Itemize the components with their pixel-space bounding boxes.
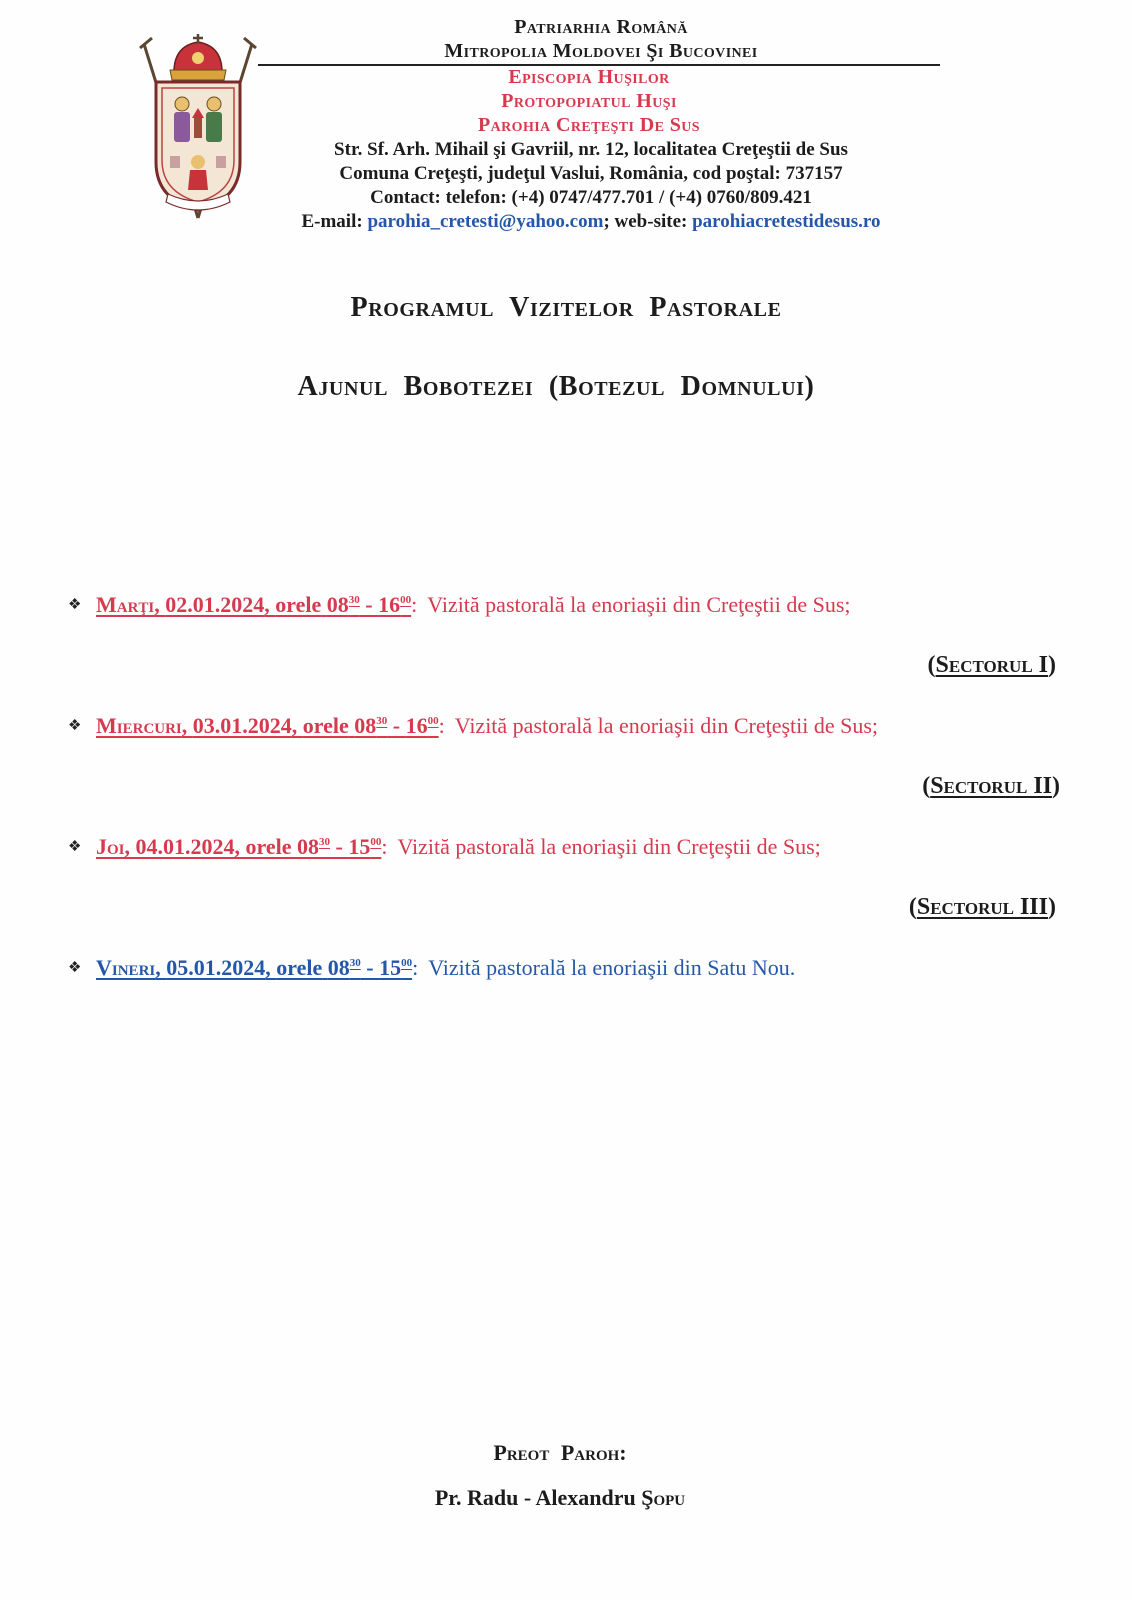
signature-surname: Şopu [641,1485,686,1510]
sector-label: (Sectorul III) [908,894,1056,920]
end-minute: 00 [401,957,413,969]
header-parish: Parohia Creţeşti De Sus [478,114,700,136]
visit-day: Joi [96,834,125,859]
visit-hours-prefix: orele [276,955,323,980]
sector-name: Sectorul I [935,652,1048,678]
header-metropolis: Mitropolia Moldovei Şi Bucovinei [444,40,758,62]
visit-item: ❖ Marţi, 02.01.2024, orele $08^{30} - 16^{00}$: Vizită pastorală la enoriaşii din Creţeştii de Sus; [68,592,851,617]
sector-label: (Sectorul II) [922,773,1060,799]
visit-date: 04.01.2024 [135,834,235,859]
start-minute: 30 [348,594,360,606]
end-minute: 00 [400,594,412,606]
email-label: E-mail: [301,211,363,232]
end-hour: 15 [348,834,371,859]
end-minute: 00 [427,715,439,727]
visit-item: ❖ Joi, 04.01.2024, orele $08^{30} - 15^{00}$: Vizită pastorală la enoriaşii din Creţeştii de Sus; [68,834,821,859]
site-label: web-site: [614,211,688,232]
page-subtitle: Ajunul Bobotezei (Botezul Domnului) [297,371,815,402]
diamond-bullet-icon: ❖ [68,839,82,855]
visit-text: Vizită pastorală la enoriaşii din Satu Nou. [428,955,796,980]
start-hour: 08 [327,955,350,980]
visit-date: 02.01.2024 [165,592,265,617]
diamond-bullet-icon: ❖ [68,597,82,613]
header-email-row: E-mail: parohia_cretesti@yahoo.com; web-site: parohiacretestidesus.ro [301,211,881,232]
visit-hours-prefix: orele [245,834,292,859]
end-hour: 16 [405,713,428,738]
end-minute: 00 [370,836,382,848]
visit-text: Vizită pastorală la enoriaşii din Creţeştii de Sus; [397,834,821,859]
header-address: Str. Sf. Arh. Mihail şi Gavriil, nr. 12, localitatea Creţeştii de Sus [334,139,848,160]
visit-day: Vineri [96,955,156,980]
start-hour: 08 [297,834,320,859]
sector-name: Sectorul II [930,773,1052,799]
visit-label: Miercuri, 03.01.2024, orele $08^{30} - 16^{00}$ [96,713,439,738]
visit-item: ❖ Vineri, 05.01.2024, orele $08^{30} - 15^{00}$: Vizită pastorală la enoriaşii din Satu Nou. [68,955,796,980]
visit-label: Joi, 04.01.2024, orele $08^{30} - 15^{00}$ [96,834,382,859]
visit-hours-prefix: orele [302,713,349,738]
start-minute: 30 [376,715,388,727]
sector-name: Sectorul III [916,894,1048,920]
diamond-bullet-icon: ❖ [68,960,82,976]
website-link[interactable]: parohiacretestidesus.ro [692,211,881,232]
visit-date: 03.01.2024 [192,713,292,738]
signature-name [0,1485,1126,1511]
page-title: Programul Vizitelor Pastorale [350,292,782,323]
visit-text: Vizită pastorală la enoriaşii din Creţeştii de Sus; [454,713,879,738]
header-diocese: Episcopia Huşilor [508,66,670,88]
header-contact: Contact: telefon: (+4) 0747/477.701 / (+4) 0760/809.421 [370,187,812,208]
email-link[interactable]: parohia_cretesti@yahoo.com [367,211,604,232]
start-minute: 30 [319,836,331,848]
signature-role: Preot Paroh: [493,1440,627,1465]
signature-name-prefix: Pr. Radu - Alexandru [434,1485,636,1510]
visit-date: 05.01.2024 [166,955,266,980]
header-deanery: Protopopiatul Huşi [501,90,677,112]
diamond-bullet-icon: ❖ [68,718,82,734]
visit-text: Vizită pastorală la enoriaşii din Creţeştii de Sus; [427,592,851,617]
visit-item: ❖ Miercuri, 03.01.2024, orele $08^{30} - 16^{00}$: Vizită pastorală la enoriaşii din Creţeştii de Sus; [68,713,879,738]
start-hour: 08 [326,592,349,617]
end-hour: 15 [379,955,402,980]
header-commune: Comuna Creţeşti, judeţul Vaslui, România, cod poştal: 737157 [339,163,843,184]
visit-hours-prefix: orele [275,592,322,617]
end-hour: 16 [378,592,401,617]
start-minute: 30 [349,957,361,969]
visit-label: Marţi, 02.01.2024, orele $08^{30} - 16^{00}$ [96,592,412,617]
crest-logo [138,32,258,228]
visit-label: Vineri, 05.01.2024, orele $08^{30} - 15^{00}$ [96,955,413,980]
sector-label: (Sectorul I) [927,652,1056,678]
header-patriarchate: Patriarhia Română [514,16,688,38]
visit-day: Marţi [96,592,155,617]
visit-day: Miercuri [96,713,182,738]
start-hour: 08 [354,713,377,738]
